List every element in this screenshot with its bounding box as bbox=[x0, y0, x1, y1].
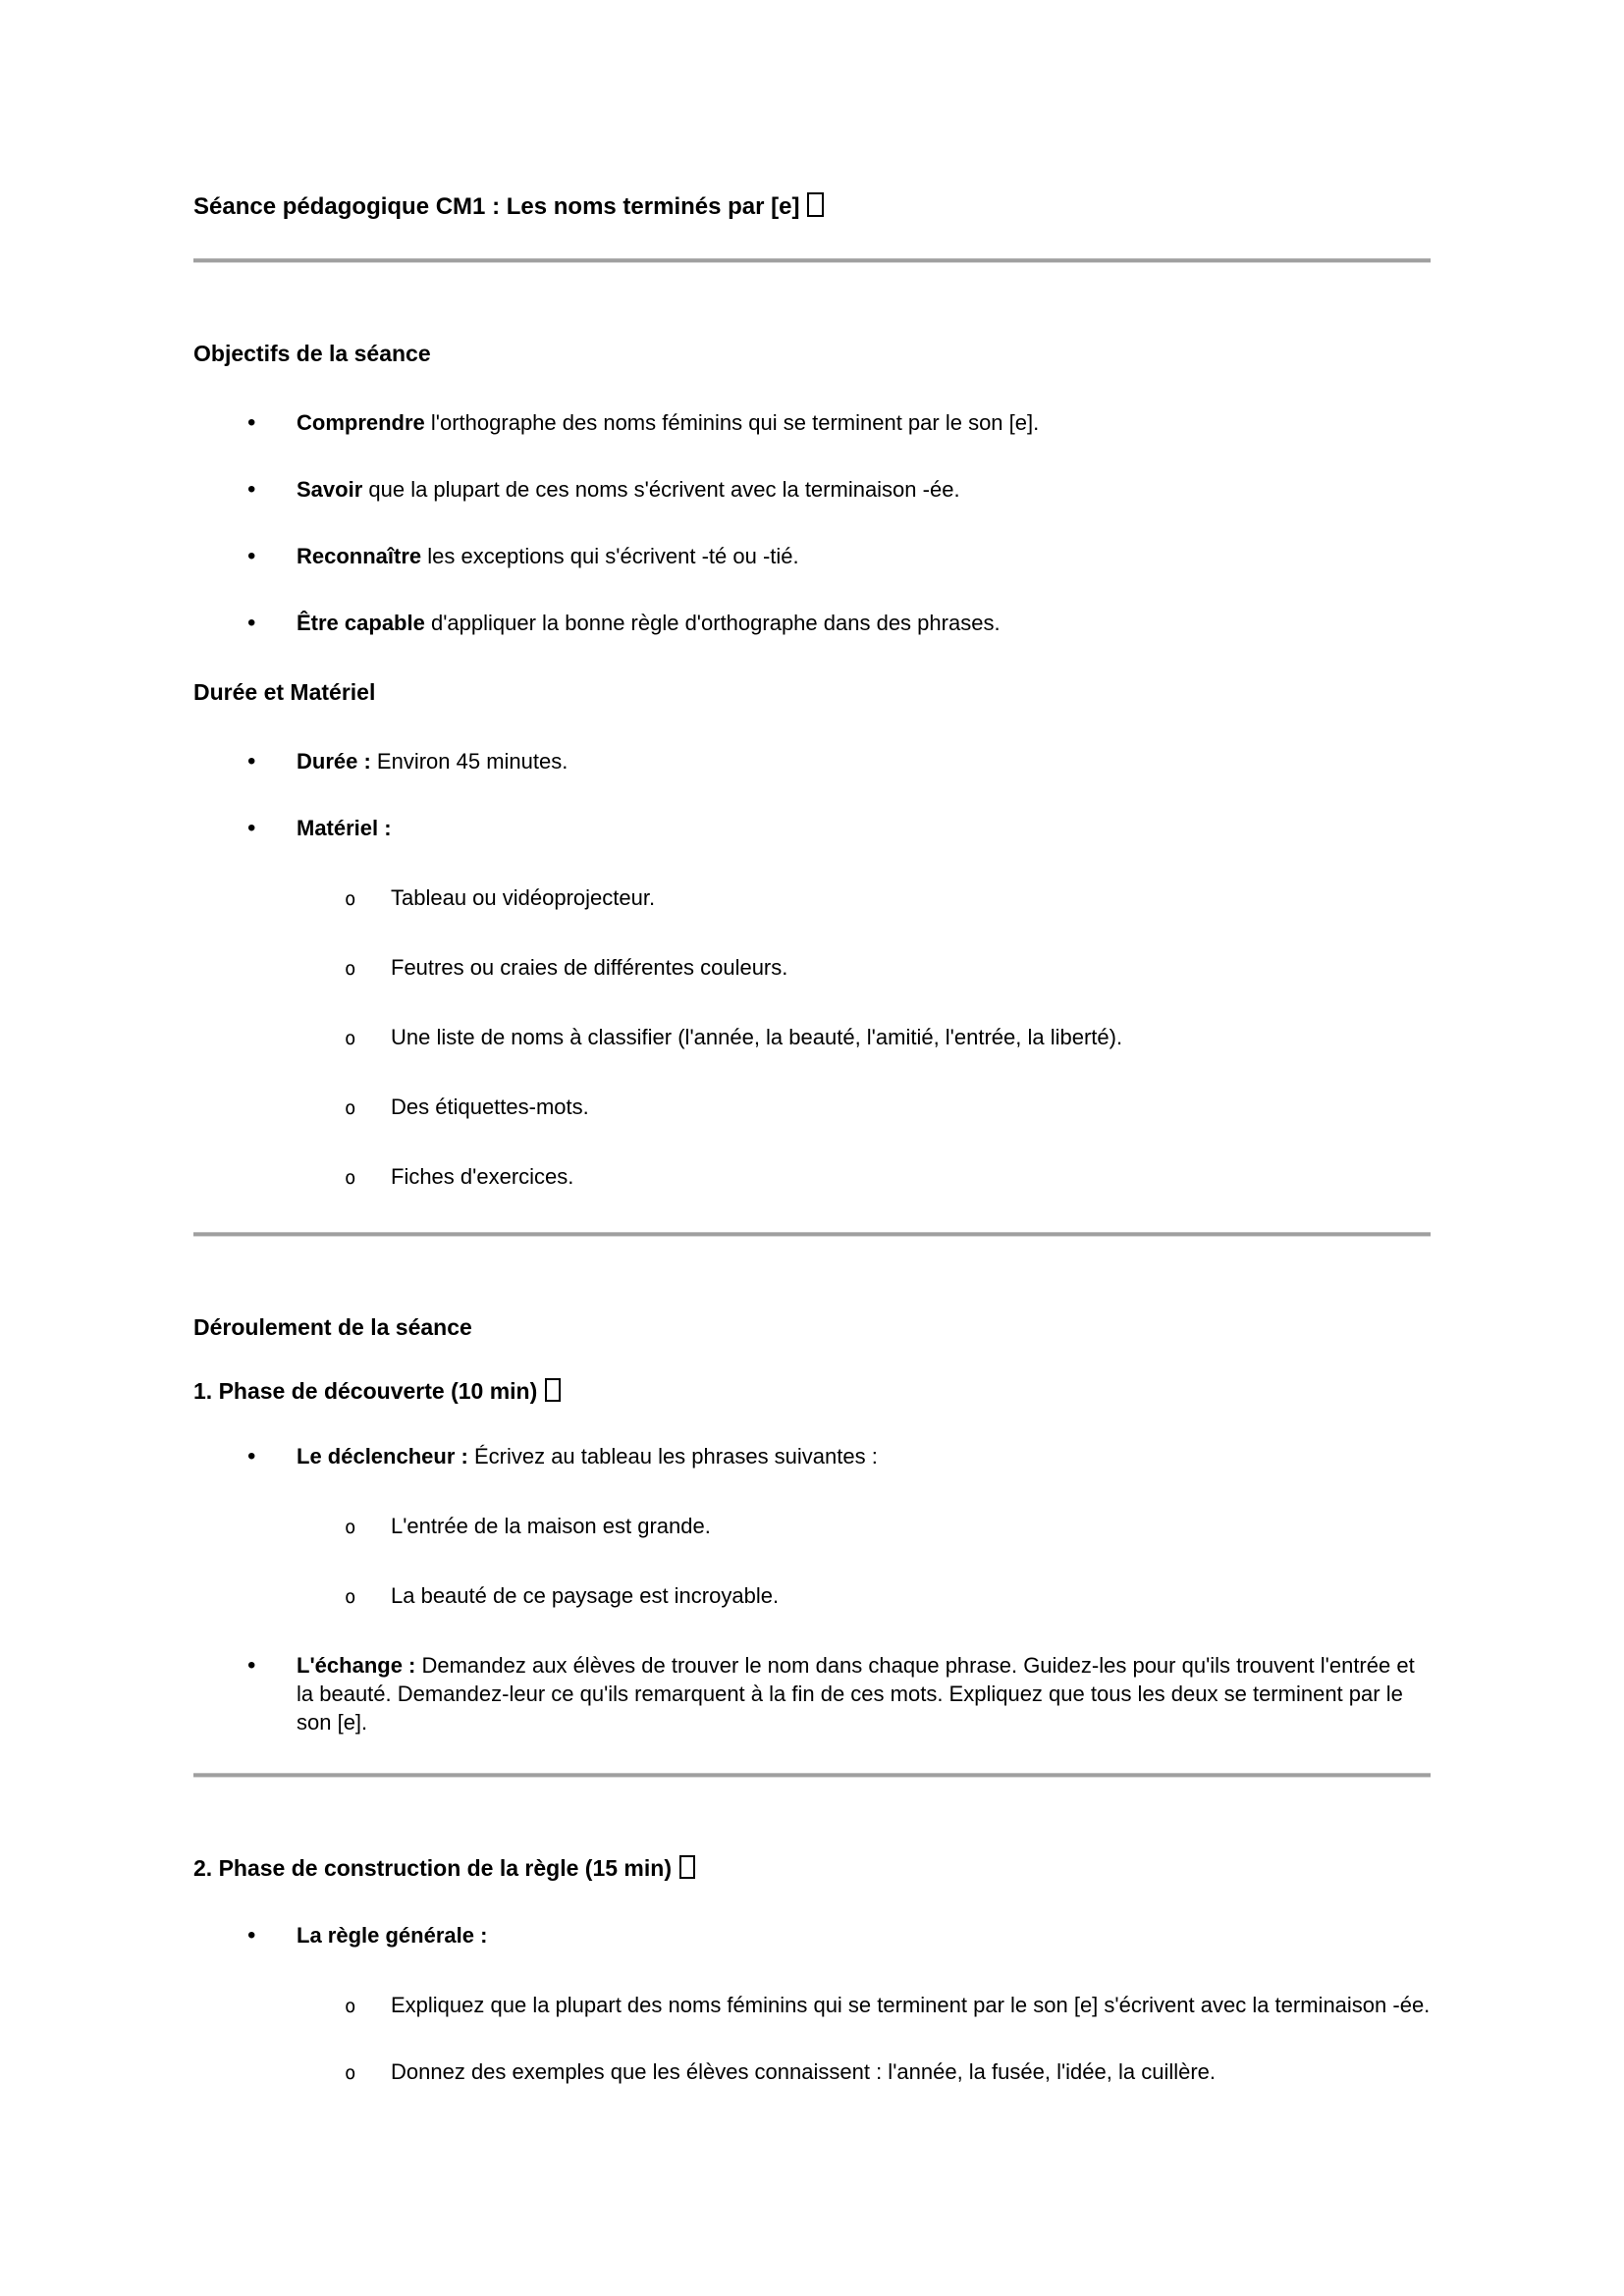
missing-glyph-icon bbox=[679, 1855, 695, 1879]
sub-list-item-text: Expliquez que la plupart des noms féminins qui se terminent par le son [e] s'écrivent avec la terminaison -ée. bbox=[391, 1993, 1431, 2017]
list-item-text: d'appliquer la bonne règle d'orthographe dans des phrases. bbox=[424, 611, 1001, 635]
sub-list-item bbox=[193, 1581, 1431, 1610]
list-item-text: Environ 45 minutes. bbox=[370, 749, 568, 774]
list-item bbox=[193, 408, 1431, 437]
circle-bullet-icon bbox=[345, 883, 355, 914]
circle-bullet-icon bbox=[345, 1512, 355, 1542]
sub-list-item-text: L'entrée de la maison est grande. bbox=[391, 1514, 711, 1538]
list-item-lead: Comprendre bbox=[297, 410, 425, 435]
sub-list-item bbox=[193, 1991, 1431, 2019]
bullet-icon bbox=[247, 814, 255, 842]
sub-list-item-text: Fiches d'exercices. bbox=[391, 1164, 574, 1189]
list-item-lead: L'échange : bbox=[297, 1653, 416, 1678]
circle-bullet-icon bbox=[345, 953, 355, 984]
list-item bbox=[193, 475, 1431, 504]
list-item bbox=[193, 747, 1431, 775]
list-item bbox=[193, 542, 1431, 570]
list-item bbox=[193, 1921, 1431, 1949]
heading-deroulement: Déroulement de la séance bbox=[193, 1314, 472, 1340]
list-item-text: les exceptions qui s'écrivent -té ou -tié. bbox=[421, 544, 799, 568]
heading-phase-1 bbox=[193, 1376, 1431, 1406]
heading-phase-2 bbox=[193, 1853, 1431, 1883]
list-item-lead: Le déclencheur : bbox=[297, 1444, 468, 1468]
bullet-icon bbox=[247, 747, 255, 775]
sub-list-item bbox=[193, 1512, 1431, 1540]
list-item bbox=[193, 1651, 1431, 1736]
list-item bbox=[193, 609, 1431, 637]
list-item-text: que la plupart de ces noms s'écrivent avec la terminaison -ée. bbox=[362, 477, 960, 502]
sub-list-item bbox=[193, 1093, 1431, 1121]
list-item-lead: La règle générale : bbox=[297, 1923, 488, 1948]
bullet-icon bbox=[247, 408, 255, 437]
list-item-lead: Être capable bbox=[297, 611, 425, 635]
heading-duree-materiel: Durée et Matériel bbox=[193, 679, 376, 705]
sub-list-item-text: Une liste de noms à classifier (l'année, la beauté, l'amitié, l'entrée, la liberté). bbox=[391, 1025, 1123, 1049]
bullet-icon bbox=[247, 542, 255, 570]
bullet-icon bbox=[247, 475, 255, 504]
sub-list-item-text: Tableau ou vidéoprojecteur. bbox=[391, 885, 656, 910]
list-item-text: Écrivez au tableau les phrases suivantes : bbox=[467, 1444, 878, 1468]
list-item-lead: Durée : bbox=[297, 749, 371, 774]
horizontal-divider bbox=[193, 1232, 1431, 1237]
circle-bullet-icon bbox=[345, 1023, 355, 1053]
horizontal-divider bbox=[193, 258, 1431, 263]
list-item-lead: Reconnaître bbox=[297, 544, 422, 568]
list-item-text: Demandez aux élèves de trouver le nom dans chaque phrase. Guidez-les pour qu'ils trouvent l'entrée et la beauté. Demandez-leur ce qu'ils remarquent à la fin de ces mots. Expliquez que tous les deux se terminent par le son [e]. bbox=[297, 1653, 1415, 1735]
heading-objectifs: Objectifs de la séance bbox=[193, 341, 431, 366]
bullet-icon bbox=[247, 609, 255, 637]
list-item bbox=[193, 1442, 1431, 1470]
sub-list-item bbox=[193, 1023, 1431, 1051]
page-title bbox=[193, 192, 1431, 222]
heading-phase-2-text: 2. Phase de construction de la règle (15 min) bbox=[193, 1855, 672, 1881]
list-item-lead: Matériel : bbox=[297, 816, 392, 840]
list-item-text: l'orthographe des noms féminins qui se terminent par le son [e]. bbox=[424, 410, 1040, 435]
page-title-text: Séance pédagogique CM1 : Les noms terminés par [e] bbox=[193, 193, 800, 220]
circle-bullet-icon bbox=[345, 1581, 355, 1612]
sub-list-item bbox=[193, 2057, 1431, 2086]
sub-list-item-text: Feutres ou craies de différentes couleurs. bbox=[391, 955, 788, 980]
list-item-lead: Savoir bbox=[297, 477, 363, 502]
missing-glyph-icon bbox=[545, 1378, 561, 1402]
sub-list-item bbox=[193, 883, 1431, 912]
missing-glyph-icon bbox=[807, 192, 824, 217]
sub-list-item bbox=[193, 953, 1431, 982]
circle-bullet-icon bbox=[345, 2057, 355, 2088]
horizontal-divider bbox=[193, 1773, 1431, 1778]
sub-list-item-text: Des étiquettes-mots. bbox=[391, 1095, 589, 1119]
bullet-icon bbox=[247, 1921, 255, 1949]
sub-list-item-text: Donnez des exemples que les élèves connaissent : l'année, la fusée, l'idée, la cuillère. bbox=[391, 2059, 1217, 2084]
bullet-icon bbox=[247, 1651, 255, 1680]
bullet-icon bbox=[247, 1442, 255, 1470]
circle-bullet-icon bbox=[345, 1991, 355, 2021]
heading-phase-1-text: 1. Phase de découverte (10 min) bbox=[193, 1378, 538, 1404]
sub-list-item bbox=[193, 1162, 1431, 1191]
sub-list-item-text: La beauté de ce paysage est incroyable. bbox=[391, 1583, 780, 1608]
circle-bullet-icon bbox=[345, 1162, 355, 1193]
list-item bbox=[193, 814, 1431, 842]
circle-bullet-icon bbox=[345, 1093, 355, 1123]
